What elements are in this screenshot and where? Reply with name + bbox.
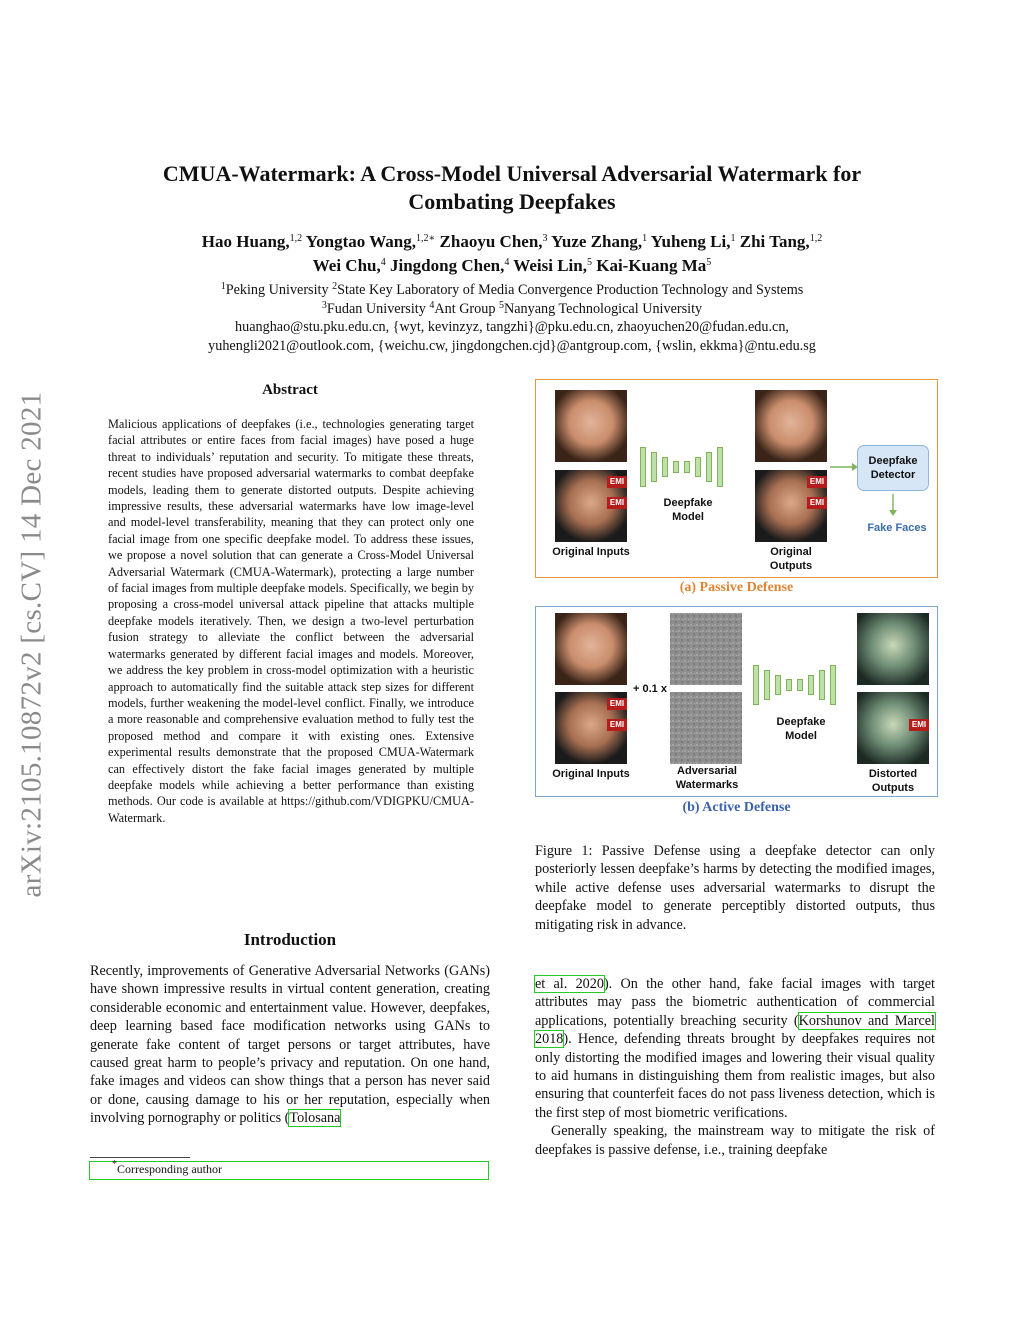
author-sup: 1,2∗ [416, 233, 436, 244]
label-original-outputs: Original Outputs [769, 546, 813, 572]
figure-caption: Figure 1: Passive Defense using a deepfake detector can only posteriorly lessen deepfake’s harms by detecting the modified images, while active defense uses adversarial watermarks to disrupt the deepfake model to generate perceptibly distorted outputs, thus mitigating risk in advance. [535, 843, 935, 933]
model-layer-bar [684, 461, 690, 473]
affiliation: Fudan University [326, 300, 430, 317]
affil-sup: 2 [332, 281, 338, 292]
model-layer-bar [640, 447, 646, 487]
emi-logo-text: EMI [609, 477, 625, 486]
author-sup: 4 [504, 257, 510, 268]
model-layer-bar [797, 679, 803, 691]
label-deepfake-model-a: Deepfake Model [663, 497, 713, 523]
watermark-image [670, 613, 742, 685]
deepfake-detector-label: Deepfake Detector [868, 455, 918, 481]
arrow-head-icon [889, 510, 897, 516]
model-layer-bar [753, 665, 759, 705]
arxiv-stamp: arXiv:2105.10872v2 [cs.CV] 14 Dec 2021 [15, 391, 48, 898]
footnote-text: Corresponding author [117, 1162, 222, 1176]
intro-paragraph: ). Hence, defending threats brought by deepfakes requires not only distorting the modified images and lowering their visual quality to aid humans in distinguishing them from realistic images, but also ensuring that counterfeit faces do not pass liveness detection, which is the first step of most biometric verifications. [535, 1031, 935, 1121]
emi-logo-text: EMI [809, 477, 825, 486]
model-layer-bar [673, 461, 679, 473]
author: Yongtao Wang, [305, 232, 416, 251]
author: Zhi Tang, [739, 232, 810, 251]
watermark-image [670, 692, 742, 764]
emi-logo-text: EMI [609, 498, 625, 507]
introduction-heading: Introduction [243, 930, 337, 949]
label-adversarial-watermarks: Adversarial Watermarks [675, 765, 739, 791]
affil-sup: 1 [220, 281, 226, 292]
intro-paragraph: Recently, improvements of Generative Adversarial Networks (GANs) have shown impressive results in virtual content generation, creating considerable economic and entertainment value. However, deepfakes, deep learning based face modification networks using GANs to generate fake content of target persons or target attributes, have caused great harm to people’s privacy and reputation. On one hand, fake images and videos can show things that a person has never said or done, causing damage to his or her reputation, especially when involving pornography or politics ( [90, 963, 490, 1127]
face-image-input-female [555, 613, 627, 685]
emi-logo-text: EMI [609, 720, 625, 729]
author: Yuheng Li, [650, 232, 731, 251]
author-sup: 5 [586, 257, 592, 268]
face-image-distorted-female [857, 613, 929, 685]
author: Jingdong Chen, [390, 256, 505, 275]
author-sup: 3 [542, 233, 548, 244]
model-layer-bar [695, 457, 701, 477]
emi-logo-text: EMI [809, 498, 825, 507]
abstract-text: Malicious applications of deepfakes (i.e., technologies generating target facial attributes or entire faces from facial images) have posed a huge threat to individuals’ reputation and security. To mitigate these threats, recent studies have proposed adversarial watermarks to combat deepfake models, leading them to generate distorted outputs. Despite achieving impressive results, these adversarial watermarks have low image-level and model-level transferability, meaning that they can protect only one facial image from one specific deepfake model. To address these issues, we propose a novel solution that can generate a Cross-Model Universal Adversarial Watermark (CMUA-Watermark), protecting a large number of facial images from multiple deepfake models. Specifically, we begin by proposing a cross-model universal attack pipeline that attacks multiple deepfake models iteratively. Then, we design a two-level perturbation fusion strategy to alleviate the conflict between the adversarial watermarks generated by different facial images and models. Moreover, we address the key problem in cross-model optimization with a heuristic approach to automatically find the suitable attack step sizes for different models, further weakening the model-level conflict. Finally, we introduce a more reasonable and comprehensive evaluation method to fully test the proposed method and compare it with existing ones. Extensive experimental results demonstrate that the proposed CMUA-Watermark can effectively distort the fake facial images generated by multiple deepfake models while achieving a better performance than existing methods. Our code is available at https://github.com/VDIGPKU/CMUA-Watermark. [108, 417, 474, 825]
affil-sup: 3 [321, 299, 327, 311]
label-distorted-outputs: Distorted Outputs [868, 768, 918, 794]
author-sup: 1,2 [289, 233, 303, 244]
affiliation: Nanyang Technological University [504, 300, 703, 317]
title-line-2: Combating Deepfakes [408, 189, 616, 214]
title-line-1: CMUA-Watermark: A Cross-Model Universal Adversarial Watermark for [162, 161, 862, 186]
label-fake-faces: Fake Faces [867, 522, 927, 534]
author: Zhaoyu Chen, [439, 232, 543, 251]
author-sup: 1,2 [809, 233, 823, 244]
affiliation: Ant Group [434, 300, 499, 317]
panel-a-label: (a) Passive Defense [679, 580, 794, 595]
author-sup: 1 [642, 233, 648, 244]
intro-paragraph: ). On the other hand, fake facial images with target attributes may pass the biometric authentication of commercial applications, potentially breaching security ( [535, 976, 935, 1029]
model-layer-bar [808, 675, 814, 695]
author: Yuze Zhang, [551, 232, 643, 251]
model-layer-bar [717, 447, 723, 487]
model-layer-bar [830, 665, 836, 705]
affil-sup: 4 [429, 299, 435, 311]
label-original-inputs-b: Original Inputs [552, 768, 630, 780]
author-sup: 4 [380, 257, 386, 268]
citation-link[interactable]: Tolosana [289, 1110, 341, 1127]
label-original-inputs-a: Original Inputs [552, 546, 630, 558]
author-sup: 5 [706, 257, 712, 268]
emi-logo-text: EMI [911, 720, 927, 729]
affiliation: State Key Laboratory of Media Convergence Production Technology and Systems [337, 282, 804, 298]
model-layer-bar [819, 670, 825, 700]
author: Weisi Lin, [513, 256, 587, 275]
citation-link[interactable]: Korshunov and Marcel 2018 [535, 1012, 935, 1048]
model-layer-bar [706, 452, 712, 482]
email-line: huanghao@stu.pku.edu.cn, {wyt, kevinzyz, tangzhi}@pku.edu.cn, zhaoyuchen20@fudan.edu.cn, [235, 319, 789, 335]
abstract-heading: Abstract [262, 382, 318, 398]
label-scale-factor: + 0.1 x [633, 683, 667, 695]
author-sup: 1 [730, 233, 736, 244]
author: Kai-Kuang Ma [596, 256, 707, 275]
intro-paragraph: Generally speaking, the mainstream way to mitigate the risk of deepfakes is passive defense, i.e., training deepfake [535, 1123, 935, 1158]
citation-link[interactable]: et al. 2020 [535, 976, 604, 992]
model-layer-bar [651, 452, 657, 482]
model-layer-bar [775, 675, 781, 695]
author: Wei Chu, [312, 256, 381, 275]
face-image-original-female [555, 390, 627, 462]
panel-b-label: (b) Active Defense [682, 800, 791, 815]
face-image-fake-female [755, 390, 827, 462]
emi-logo-text: EMI [609, 699, 625, 708]
footnote-mark: * [112, 1159, 117, 1170]
email-line: yuhengli2021@outlook.com, {weichu.cw, jingdongchen.cjd}@antgroup.com, {wslin, ekkma}@ntu.edu.sg [208, 337, 816, 354]
deepfake-detector-box [857, 445, 929, 491]
label-deepfake-model-b: Deepfake Model [776, 716, 826, 742]
affiliation: Peking University [225, 282, 333, 298]
model-layer-bar [764, 670, 770, 700]
model-layer-bar [662, 457, 668, 477]
model-layer-bar [786, 679, 792, 691]
affil-sup: 5 [499, 299, 504, 311]
author: Hao Huang, [201, 232, 290, 251]
